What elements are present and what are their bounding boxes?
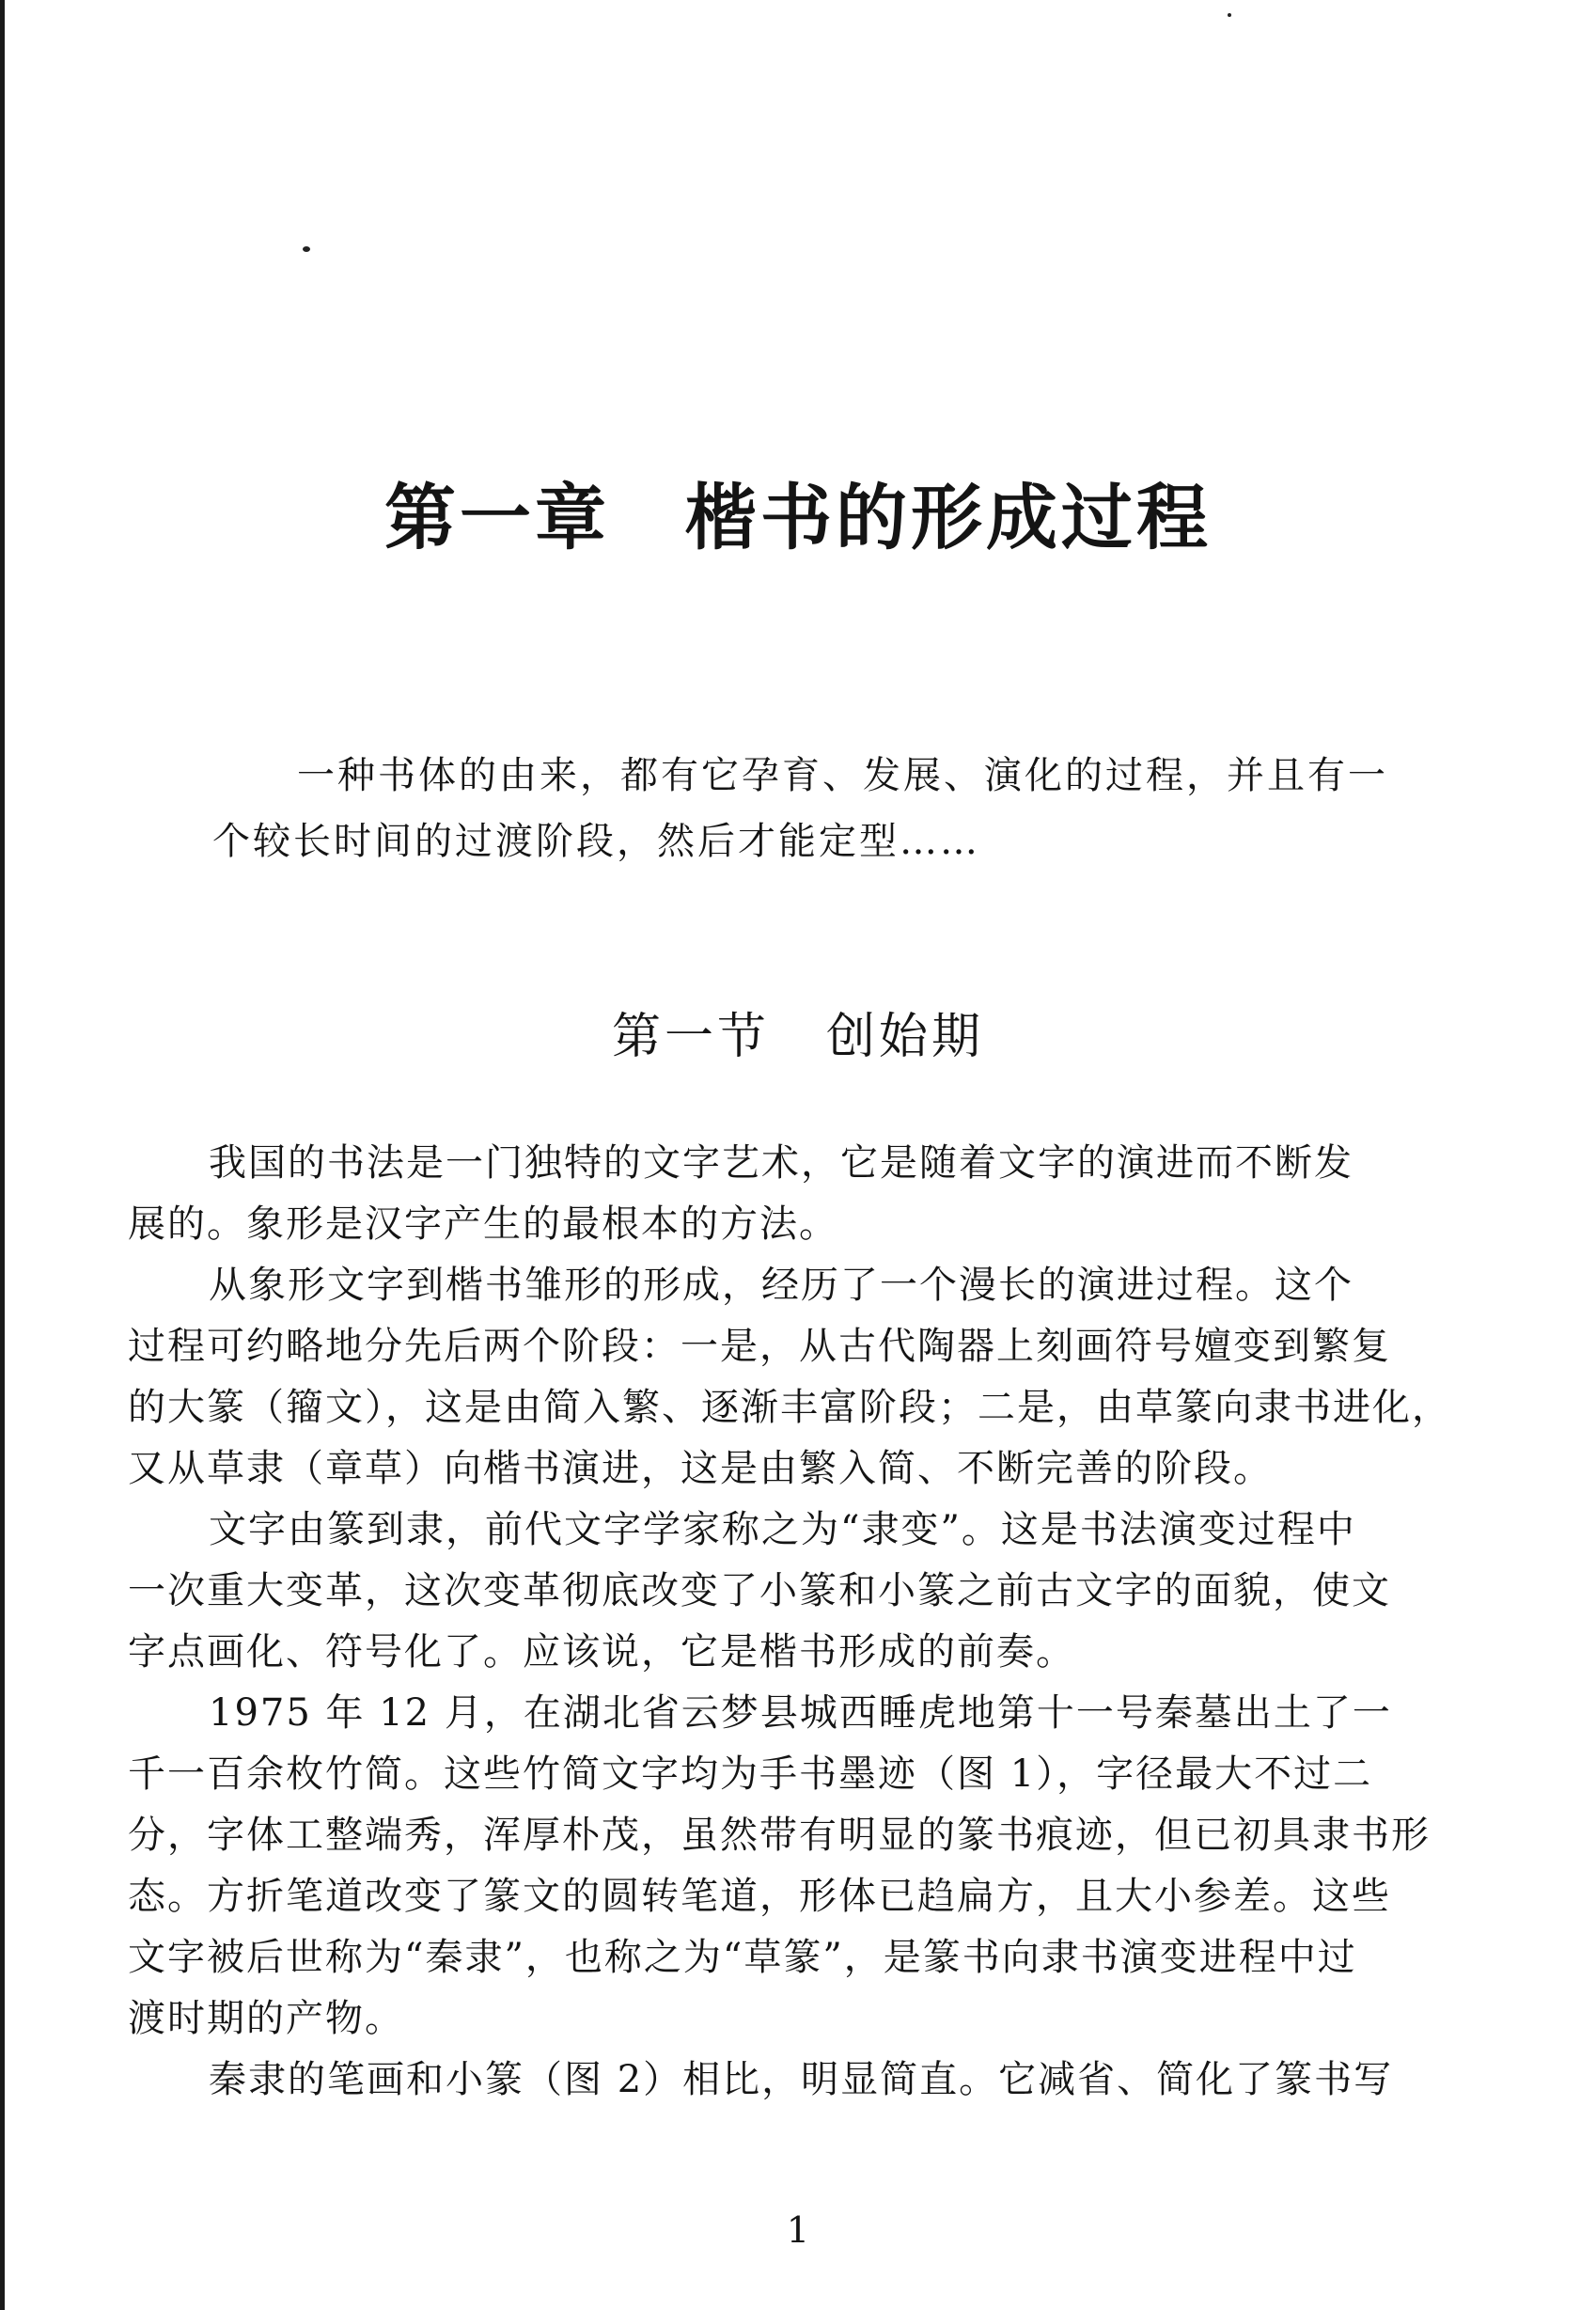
page-number: 1 [786, 2209, 810, 2251]
scan-speck [1228, 13, 1231, 17]
body-line: 字点画化、符号化了。应该说，它是楷书形成的前奏。 [128, 1630, 1075, 1674]
body-line: 1975 年 12 月，在湖北省云梦县城西睡虎地第十一号秦墓出土了一 [209, 1691, 1392, 1735]
body-text [128, 1133, 1451, 2111]
epigraph [212, 743, 1387, 874]
body-line: 过程可约略地分先后两个阶段：一是，从古代陶器上刻画符号嬗变到繁复 [128, 1325, 1391, 1368]
epigraph-line: 个较长时间的过渡阶段，然后才能定型…… [212, 820, 980, 863]
body-line: 一次重大变革，这次变革彻底改变了小篆和小篆之前古文字的面貌，使文 [128, 1569, 1391, 1612]
scan-speck [303, 246, 310, 252]
body-line: 我国的书法是一门独特的文字艺术，它是随着文字的演进而不断发 [209, 1141, 1353, 1185]
section-name: 创始期 [826, 1009, 985, 1065]
chapter-name: 楷书的形成过程 [685, 476, 1212, 559]
body-line: 文字被后世称为“秦隶”，也称之为“草篆”，是篆书向隶书演变进程中过 [128, 1936, 1357, 1979]
body-line: 文字由篆到隶，前代文字学家称之为“隶变”。这是书法演变过程中 [209, 1508, 1356, 1551]
body-line: 又从草隶（章草）向楷书演进，这是由繁入简、不断完善的阶段。 [128, 1447, 1273, 1490]
body-line: 秦隶的笔画和小篆（图 2）相比，明显简直。它减省、简化了篆书写 [209, 2058, 1394, 2101]
epigraph-line: 一种书体的由来，都有它孕育、发展、演化的过程，并且有一 [297, 754, 1388, 797]
body-line: 千一百余枚竹简。这些竹简文字均为手书墨迹（图 1），字径最大不过二 [128, 1752, 1373, 1796]
chapter-title [0, 461, 1596, 563]
scan-edge [0, 0, 5, 2310]
body-line: 渡时期的产物。 [128, 1997, 404, 2040]
body-line: 展的。象形是汉字产生的最根本的方法。 [128, 1202, 838, 1246]
section-number: 第一节 [611, 1009, 770, 1065]
section-title [0, 997, 1596, 1067]
body-line: 分，字体工整端秀，浑厚朴茂，虽然带有明显的篆书痕迹，但已初具隶书形 [128, 1814, 1431, 1857]
chapter-number: 第一章 [384, 476, 610, 559]
body-line: 的大篆（籀文），这是由简入繁、逐渐丰富阶段；二是，由草篆向隶书进化， [128, 1386, 1451, 1429]
body-line: 态。方折笔道改变了篆文的圆转笔道，形体已趋扁方，且大小参差。这些 [128, 1875, 1391, 1918]
body-line: 从象形文字到楷书雏形的形成，经历了一个漫长的演进过程。这个 [209, 1264, 1353, 1307]
